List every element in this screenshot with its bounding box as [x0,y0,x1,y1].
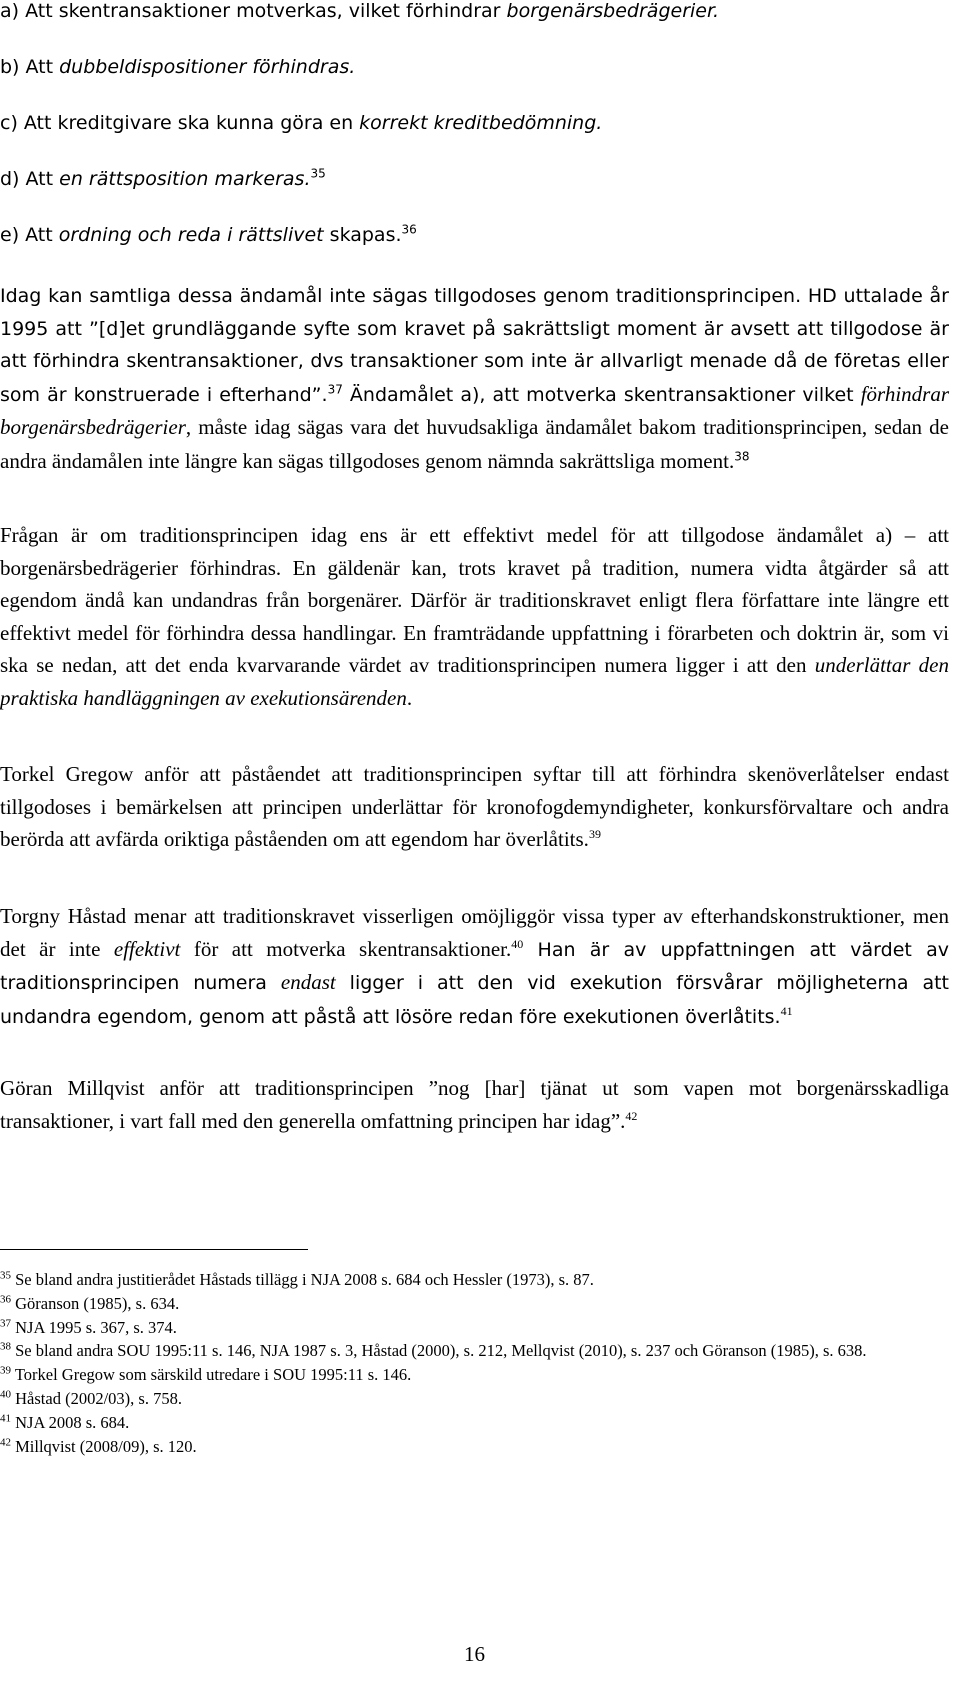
list-item: a) Att skentransaktioner motverkas, vilket förhindrar borgenärsbedrägerier. [0,0,720,22]
footnote-ref: 35 [310,166,326,181]
footnote: $^{39}$ Torkel Gregow som särskild utredare i SOU 1995:11 s. 146. [0,1364,412,1385]
list-item: b) Att dubbeldispositioner förhindras. [0,56,356,78]
footnote-ref: 38 [734,449,750,464]
paragraph-1: Idag kan samtliga dessa ändamål inte sägas tillgodoses genom traditionsprincipen. HD uttalade år 1995 att ”[d]et grundläggande syfte som kravet på sakrättsligt moment är avsett att tillgodose är att förhindra skentransaktioner, dvs transaktioner som inte är allvarligt menade då de företas eller som är konstruerade i efterhand”.$^{37}$ Ändamålet a), att motverka skentransaktioner vilket förhindrar borgenärsbedrägerier, måste idag sägas vara det huvudsakliga ändamålet bakom traditionsprincipen, sedan de andra ändamålen inte längre kan sägas tillgodoses genom nämnda sakrättsliga moment.$^{38}$ [0,285,950,473]
footnote-ref: 41 [780,1003,793,1018]
footnote-ref: 36 [401,222,417,237]
paragraph-4: Torgny Håstad menar att traditionskravet visserligen omöjliggör vissa typer av efterhandskonstruktioner, men det är inte effektivt för att motverka skentransaktioner.$^{40}$ Han är av uppfattningen att värdet av traditionsprincipen numera endast ligger i att den vid exekution försvårar möjligheterna att undandra egendom, genom att påstå att lösöre redan före exekutionen överlåtits.$^{41}$ [0,904,949,1028]
list-item: d) Att en rättsposition markeras.$^{35}$ [0,166,326,190]
footnote-ref: 42 [625,1108,638,1123]
footnote-ref: 40 [511,936,524,951]
footnote: $^{38}$ Se bland andra SOU 1995:11 s. 146, NJA 1987 s. 3, Håstad (2000), s. 212, Mellqvist (2010), s. 237 och Göranson (1985), s. 638. [0,1340,867,1361]
footnote-separator [0,1249,308,1250]
footnote-ref: 37 [327,382,343,397]
footnote: $^{41}$ NJA 2008 s. 684. [0,1412,130,1432]
footnotes [0,1268,949,1458]
footnote: $^{35}$ Se bland andra justitierådet Håstads tillägg i NJA 2008 s. 684 och Hessler (1973), s. 87. [0,1269,594,1289]
footnote-ref: 39 [588,827,601,841]
footnote: $^{40}$ Håstad (2002/03), s. 758. [0,1388,182,1408]
footnote: $^{42}$ Millqvist (2008/09), s. 120. [0,1436,197,1456]
footnote: $^{37}$ NJA 1995 s. 367, s. 374. [0,1317,177,1337]
footnote: $^{36}$ Göranson (1985), s. 634. [0,1293,180,1313]
list-item: c) Att kreditgivare ska kunna göra en korrekt kreditbedömning. [0,112,603,134]
list-item: e) Att ordning och reda i rättslivet skapas.$^{36}$ [0,222,417,246]
page-number: 16 [464,1642,485,1666]
paragraph-3: Torkel Gregow anför att påståendet att traditionsprincipen syftar till att förhindra skenöverlåtelser endast tillgodoses i bemärkelsen att principen underlättar för kronofogdemyndigheter, konkursförvaltare och andra berörda att avfärda oriktiga påståenden om att egendom har överlåtits.$^{39}$ [0,762,949,851]
paragraph-5: Göran Millqvist anför att traditionsprincipen ”nog [har] tjänat ut som vapen mot borgenärsskadliga transaktioner, i vart fall med den generella omfattning principen har idag”.$^{42}$ [0,1076,949,1133]
paragraph-2: Frågan är om traditionsprincipen idag ens är ett effektivt medel för att tillgodose ändamålet a) – att borgenärsbedrägerier förhindras. En gäldenär kan, trots kravet på tradition, numera vidta åtgärder så att egendom ändå kan undandras från borgenärer. Därför är traditionskravet enligt flera författare inte längre ett effektivt medel för förhindra dessa handlingar. En framträdande uppfattning i förarbeten och doktrin är, som vi ska se nedan, att det enda kvarvarande värdet av traditionsprincipen numera ligger i att den underlättar den praktiska handläggningen av exekutionsärenden. [0,523,949,710]
